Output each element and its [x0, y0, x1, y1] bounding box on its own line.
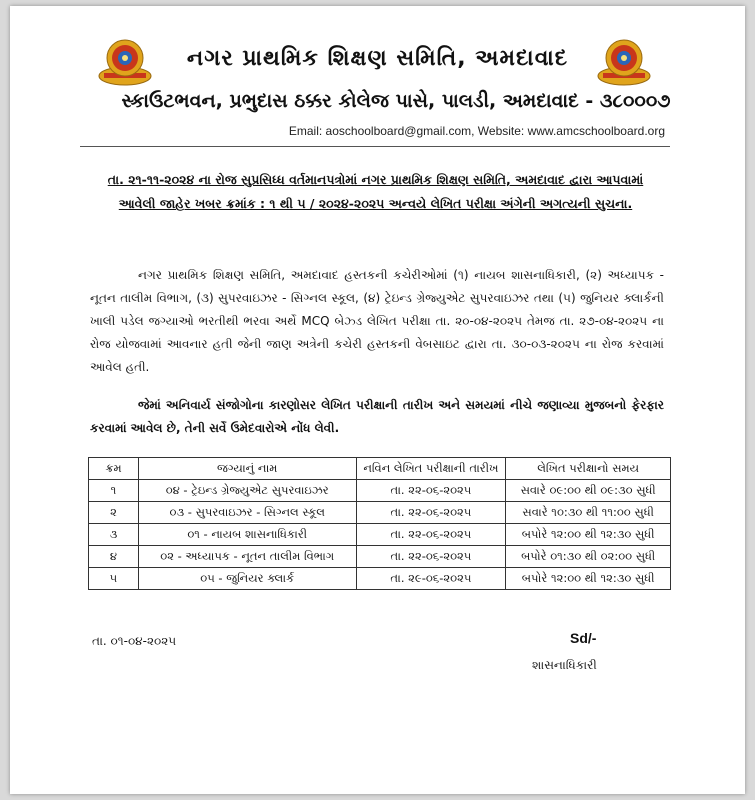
exam-time-cell: બપોરે ૧૨:૦૦ થી ૧૨:૩૦ સુધી: [506, 568, 671, 590]
exam-date-cell: તા. ૨૨-૦૬-૨૦૨૫: [356, 524, 506, 546]
page-title: નગર પ્રાથમિક શિક્ષણ સમિતિ, અમદાવાદ: [186, 46, 569, 71]
table-header-row: [89, 458, 671, 480]
table-row: [89, 524, 671, 546]
post-name-cell: ૦૨ - અધ્યાપક - નૂતન તાલીમ વિભાગ: [138, 546, 356, 568]
table-row: [89, 546, 671, 568]
exam-date-cell: તા. ૨૯-૦૬-૨૦૨૫: [356, 568, 506, 590]
issue-date: તા. ૦૧-૦૪-૨૦૨૫: [92, 634, 177, 648]
exam-date-cell: તા. ૨૨-૦૬-૨૦૨૫: [356, 546, 506, 568]
serial-cell: ૨: [89, 502, 139, 524]
column-header: ક્રમ: [89, 458, 139, 480]
body-paragraph-1: નગર પ્રાથમિક શિક્ષણ સમિતિ, અમદાવાદ હસ્તકની કચેરીઓમાં (૧) નાયબ શાસનાધિકારી, (૨) અધ્યાપક - નૂતન તાલીમ વિભાગ, (૩) સુપરવાઇઝર - સિગ્નલ સ્કૂલ, (૪) ટ્રેઇન્ડ ગ્રેજ્યુએટ સુપરવાઇઝર તથા (૫) જુનિયર ક્લાર્કની ખાલી પડેલ જગ્યાઓ ભરતીથી ભરવા અર્થે MCQ બેઝ્ડ લેખિત પરીક્ષા તા. ૨૦-૦૪-૨૦૨૫ તેમજ તા. ૨૭-૦૪-૨૦૨૫ ના રોજ યોજવામાં આવનાર હતી જેની જાણ અત્રેની કચેરી હસ્તકની વેબસાઇટ દ્વારા તા. ૩૦-૦૩-૨૦૨૫ ના રોજ કરવામાં આવેલ હતી.: [90, 268, 664, 374]
signatory-designation: શાસનાધિકારી: [532, 658, 597, 672]
office-address: સ્કાઉટભવન, પ્રભુદાસ ઠક્કર કોલેજ પાસે, પાલડી, અમદાવાદ - ૩૮૦૦૦૭: [121, 90, 671, 112]
body-paragraph-2: જેમાં અનિવાર્ય સંજોગોના કારણોસર લેખિત પરીક્ષાની તારીખ અને સમયમાં નીચે જણાવ્યા મુજબનો ફેરફાર કરવામાં આવેલ છે, તેની સર્વે ઉમેદવારોએ નોંધ લેવી.: [90, 398, 664, 435]
table-row: [89, 502, 671, 524]
post-name-cell: ૦૫ - જુનિયર ક્લાર્ક: [138, 568, 356, 590]
exam-date-cell: તા. ૨૨-૦૬-૨૦૨૫: [356, 480, 506, 502]
contact-info: Email: aoschoolboard@gmail.com, Website: www.amcschoolboard.org: [288, 124, 665, 138]
column-header: નવિન લેખિત પરીક્ષાની તારીખ: [356, 458, 506, 480]
document-page: [10, 6, 745, 794]
column-header: લેખિત પરીક્ષાનો સમય: [506, 458, 671, 480]
exam-date-cell: તા. ૨૨-૦૬-૨૦૨૫: [356, 502, 506, 524]
header-divider: [80, 146, 670, 147]
serial-cell: ૩: [89, 524, 139, 546]
exam-time-cell: બપોરે ૦૧:૩૦ થી ૦૨:૦૦ સુધી: [506, 546, 671, 568]
exam-time-cell: બપોરે ૧૨:૦૦ થી ૧૨:૩૦ સુધી: [506, 524, 671, 546]
exam-time-cell: સવારે ૦૯:૦૦ થી ૦૯:૩૦ સુધી: [506, 480, 671, 502]
post-name-cell: ૦૪ - ટ્રેઇન્ડ ગ્રેજ્યુએટ સુપરવાઇઝર: [138, 480, 356, 502]
exam-time-cell: સવારે ૧૦:૩૦ થી ૧૧:૦૦ સુધી: [506, 502, 671, 524]
table-row: [89, 568, 671, 590]
column-header: જગ્યાનું નામ: [138, 458, 356, 480]
serial-cell: ૪: [89, 546, 139, 568]
table-row: [89, 480, 671, 502]
serial-cell: ૧: [89, 480, 139, 502]
post-name-cell: ૦૧ - નાયબ શાસનાધિકારી: [138, 524, 356, 546]
notice-subject: તા. ૨૧-૧૧-૨૦૨૪ ના રોજ સુપ્રસિધ્ધ વર્તમાનપત્રોમાં નગર પ્રાથમિક શિક્ષણ સમિતિ, અમદાવાદ દ્વારા આપવામાં આવેલી જાહેર ખબર ક્રમાંક : ૧ થી ૫ / ૨૦૨૪-૨૦૨૫ અન્વયે લેખિત પરીક્ષા અંગેની અગત્યની સુચના.: [107, 172, 644, 211]
exam-schedule-table: [88, 457, 671, 590]
signature-mark: Sd/-: [570, 630, 597, 646]
post-name-cell: ૦૩ - સુપરવાઇઝર - સિગ્નલ સ્કૂલ: [138, 502, 356, 524]
serial-cell: ૫: [89, 568, 139, 590]
